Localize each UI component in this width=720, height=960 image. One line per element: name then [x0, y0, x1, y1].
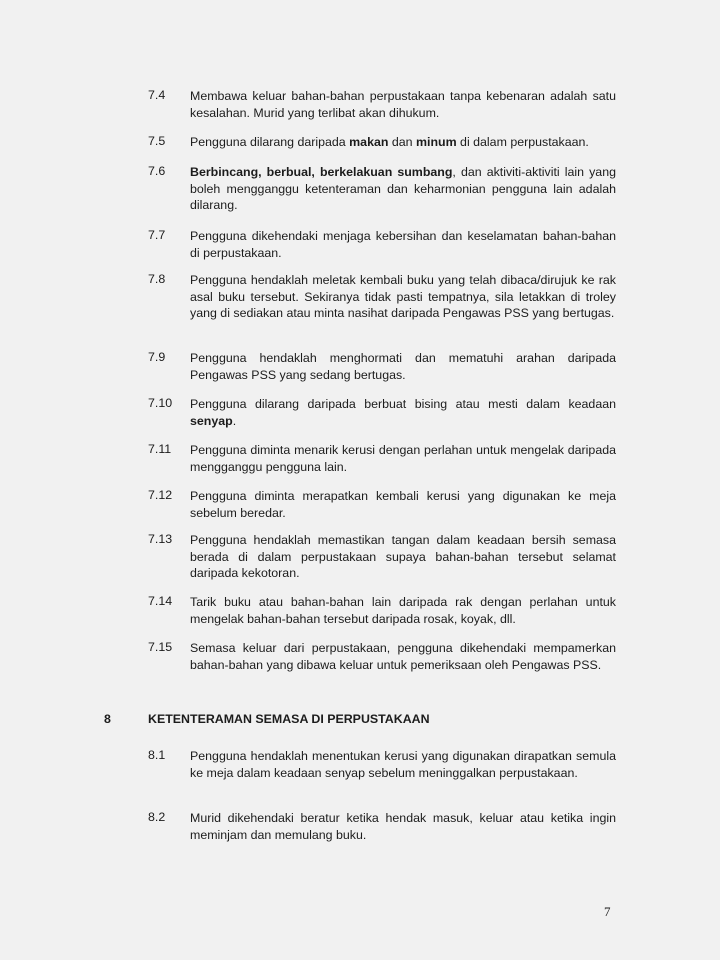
- rule-text: Pengguna hendaklah meletak kembali buku yang telah dibaca/dirujuk ke rak asal buku tersebut. Sekiranya tidak pasti tempatnya, sila letakkan di troley yang di sediakan atau minta nasihat daripada Pengawas PSS yang bertugas.: [190, 273, 616, 320]
- rule-text: [190, 396, 616, 429]
- rule-text-part: Pengguna dilarang daripada berbuat bising atau mesti dalam keadaan: [190, 397, 616, 411]
- rule-text: Murid dikehendaki beratur ketika hendak masuk, keluar atau ketika ingin meminjam dan memulang buku.: [190, 811, 616, 842]
- section-number: 8: [104, 712, 111, 726]
- rule-number: 7.8: [148, 272, 166, 286]
- rule-number: 8.1: [148, 748, 166, 762]
- rule-text-part: Pengguna dilarang daripada: [190, 135, 350, 149]
- rule-item: [148, 442, 616, 475]
- rule-item: [148, 164, 616, 214]
- rule-text-part: dan: [388, 135, 416, 149]
- section-title: KETENTERAMAN SEMASA DI PERPUSTAKAAN: [148, 712, 430, 726]
- rule-emphasis: senyap: [190, 413, 233, 428]
- rule-text: Pengguna diminta merapatkan kembali kerusi yang digunakan ke meja sebelum beredar.: [190, 489, 616, 520]
- rule-number: 7.14: [148, 594, 173, 608]
- rule-item: [148, 396, 616, 429]
- rule-text: Pengguna hendaklah memastikan tangan dalam keadaan bersih semasa berada di dalam perpustakaan supaya bahan-bahan tersebut selamat daripada kekotoran.: [190, 533, 616, 580]
- rule-item: [148, 350, 616, 383]
- rule-item: [148, 228, 616, 261]
- rule-number: 7.6: [148, 164, 166, 178]
- rule-text: Membawa keluar bahan-bahan perpustakaan tanpa kebenaran adalah satu kesalahan. Murid yang terlibat akan dihukum.: [190, 89, 616, 120]
- rule-item: [148, 88, 616, 121]
- rule-emphasis: makan: [349, 135, 389, 149]
- rule-number: 8.2: [148, 810, 166, 824]
- rule-text: Pengguna hendaklah menentukan kerusi yang digunakan dirapatkan semula ke meja dalam keadaan senyap sebelum meninggalkan perpustakaan.: [190, 749, 616, 780]
- rule-number: 7.10: [148, 396, 173, 410]
- rule-emphasis: Berbincang, berbual, berkelakuan sumbang: [190, 165, 453, 179]
- rule-item: [148, 272, 616, 322]
- rule-text-part: di dalam perpustakaan.: [456, 135, 589, 149]
- rule-text-part: , dan aktiviti-aktiviti lain yang boleh mengganggu ketenteraman dan keharmonian pengguna lain adalah dilarang.: [190, 165, 616, 212]
- rule-number: 7.9: [148, 350, 166, 364]
- page-number: 7: [604, 904, 611, 919]
- rule-item: [148, 640, 616, 673]
- rule-text: Pengguna hendaklah menghormati dan mematuhi arahan daripada Pengawas PSS yang sedang bertugas.: [190, 351, 616, 382]
- rule-item: [148, 488, 616, 521]
- rule-number: 7.5: [148, 134, 166, 148]
- rule-text: [190, 164, 616, 214]
- rule-text-part: .: [232, 413, 237, 428]
- rule-item: [148, 594, 616, 627]
- rule-emphasis: minum: [415, 135, 457, 149]
- rule-number: 7.7: [148, 228, 166, 242]
- rule-number: 7.12: [148, 488, 173, 502]
- rule-text: Pengguna diminta menarik kerusi dengan perlahan untuk mengelak daripada mengganggu pengguna lain.: [190, 443, 616, 474]
- rule-item: [148, 748, 616, 781]
- rule-number: 7.15: [148, 640, 173, 654]
- rule-item: [148, 810, 616, 843]
- rule-item: [148, 134, 616, 151]
- rule-number: 7.13: [148, 532, 173, 546]
- rule-text: Pengguna dikehendaki menjaga kebersihan dan keselamatan bahan-bahan di perpustakaan.: [190, 229, 616, 260]
- rule-number: 7.11: [148, 442, 172, 456]
- rule-text: [190, 134, 616, 151]
- rule-text: Tarik buku atau bahan-bahan lain daripada rak dengan perlahan untuk mengelak bahan-bahan tersebut daripada rosak, koyak, dll.: [190, 595, 616, 626]
- rule-text: Semasa keluar dari perpustakaan, pengguna dikehendaki mempamerkan bahan-bahan yang dibawa keluar untuk pemeriksaan oleh Pengawas PSS.: [190, 641, 616, 672]
- rule-item: [148, 532, 616, 582]
- rule-number: 7.4: [148, 88, 166, 102]
